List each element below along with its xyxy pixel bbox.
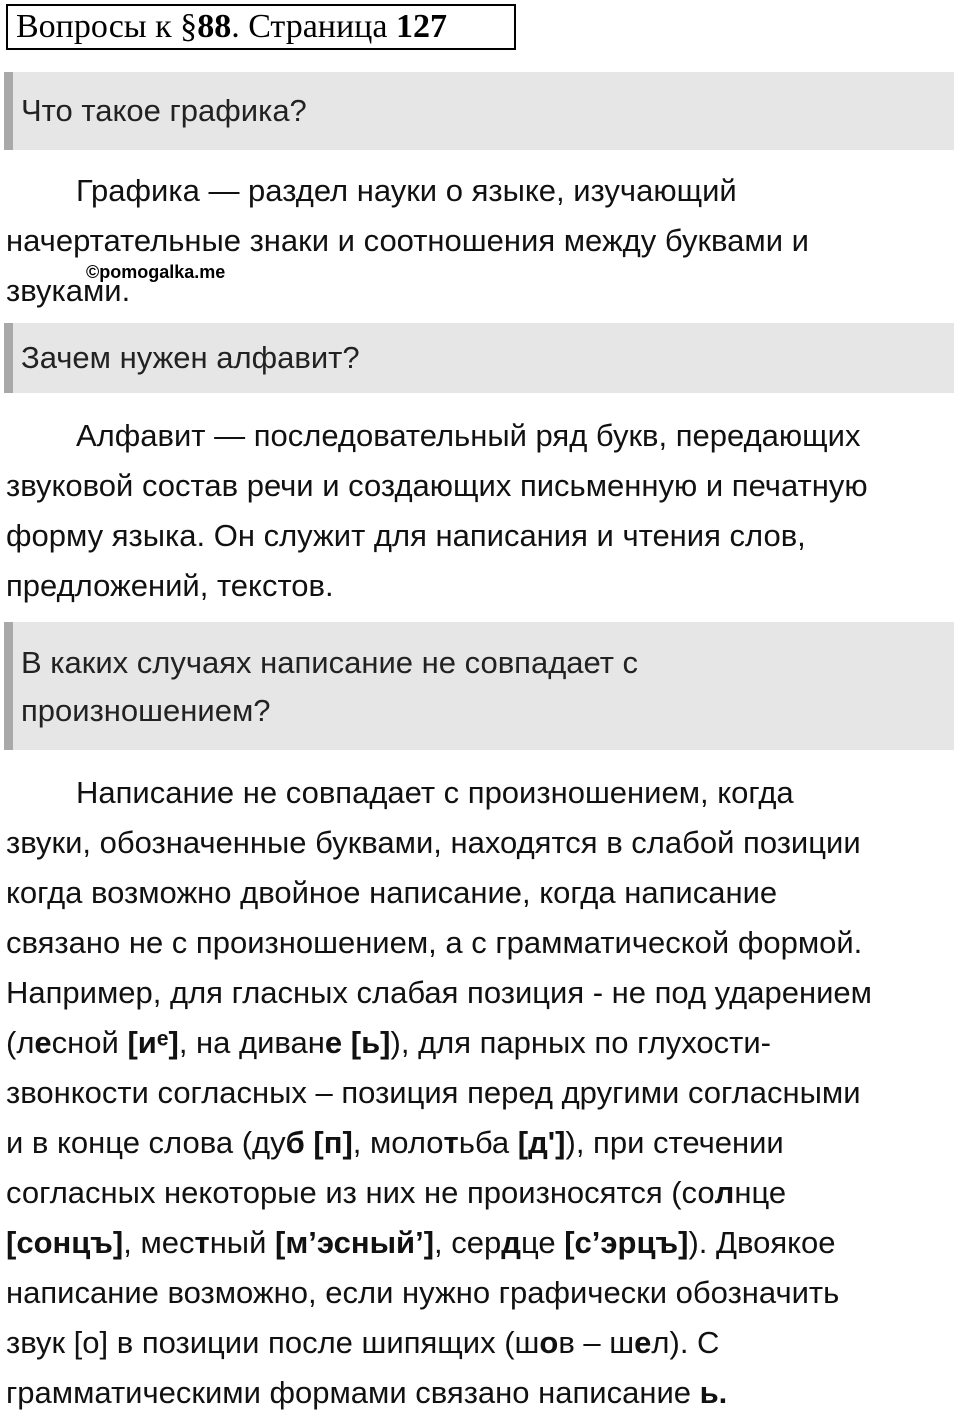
text-fragment: ьба (458, 1125, 518, 1160)
text-fragment: ). Двоякое (688, 1225, 836, 1260)
text-fragment: , сер (434, 1225, 502, 1260)
bold-fragment: е (634, 1325, 652, 1360)
answer-1-line: звуками. (6, 273, 131, 308)
answer-3-line (6, 1118, 954, 1168)
bold-fragment: [ь] (350, 1025, 391, 1060)
text-fragment: л). С (651, 1325, 720, 1360)
answer-1 (6, 166, 954, 316)
bold-fragment: [д'] (517, 1125, 566, 1160)
text-fragment: , на диван (178, 1025, 325, 1060)
bold-fragment: т (194, 1225, 210, 1260)
question-1 (4, 72, 954, 150)
answer-2-line: Алфавит — последовательный ряд букв, передающих (76, 418, 861, 453)
text-fragment: и в конце слова (ду (6, 1125, 286, 1160)
question-3-text: В каких случаях написание не совпадает с (21, 645, 639, 680)
text-fragment: це (520, 1225, 565, 1260)
answer-3-line: когда возможно двойное написание, когда написание (6, 875, 778, 910)
bold-fragment: [п] (313, 1125, 353, 1160)
bold-fragment: о (539, 1325, 559, 1360)
answer-1-line: Графика — раздел науки о языке, изучающий (76, 173, 737, 208)
text-fragment: написание возможно, если нужно графически обозначить (6, 1275, 840, 1310)
answer-3-rich-lines (6, 1018, 954, 1418)
header-separator: . Страница (231, 8, 396, 45)
bold-fragment: д (501, 1225, 521, 1260)
question-1-text: Что такое графика? (21, 93, 307, 128)
bold-fragment: е (324, 1025, 343, 1060)
page-number: 127 (395, 8, 447, 45)
text-fragment: согласных некоторые из них не произносятся (со (6, 1175, 715, 1210)
bold-fragment: [иᵉ] (127, 1025, 179, 1060)
answer-2-line: звуковой состав речи и создающих письменную и печатную (6, 468, 868, 503)
text-fragment: грамматическими формами связано написание (6, 1375, 700, 1410)
question-2-text: Зачем нужен алфавит? (21, 340, 360, 375)
bold-fragment: б (285, 1125, 305, 1160)
bold-fragment: ь. (699, 1375, 728, 1410)
text-fragment (342, 1025, 351, 1060)
text-fragment: звук [о] в позиции после шипящих (ш (6, 1325, 540, 1360)
text-fragment: в – ш (558, 1325, 635, 1360)
answer-3-line: звуки, обозначенные буквами, находятся в слабой позиции (6, 825, 861, 860)
question-3-text: произношением? (21, 693, 271, 728)
answer-3-line (6, 1268, 954, 1318)
header-prefix: Вопросы к § (16, 8, 198, 45)
bold-fragment: л (714, 1175, 735, 1210)
answer-3-line (6, 1218, 954, 1268)
answer-3 (6, 768, 954, 1418)
text-fragment: ный (209, 1225, 276, 1260)
page-header (6, 4, 516, 50)
answer-2-line: предложений, текстов. (6, 568, 334, 603)
answer-3-line (6, 1168, 954, 1218)
answer-3-line (6, 1368, 954, 1418)
text-fragment: нце (734, 1175, 787, 1210)
text-fragment: , мес (123, 1225, 195, 1260)
text-fragment: сной (51, 1025, 128, 1060)
text-fragment: ), для парных по глухости- (390, 1025, 772, 1060)
answer-3-line (6, 1318, 954, 1368)
answer-1-line: начертательные знаки и соотношения между буквами и (6, 223, 809, 258)
text-fragment: ), при стечении (565, 1125, 784, 1160)
bold-fragment: [сонцъ] (6, 1225, 124, 1260)
text-fragment: (л (6, 1025, 35, 1060)
watermark: ©pomogalka.me (86, 262, 226, 282)
answer-3-line (6, 1068, 954, 1118)
answer-2 (6, 411, 954, 611)
answer-3-line (6, 1018, 954, 1068)
paragraph-number: 88 (197, 8, 232, 45)
bold-fragment: [м’эсный’] (275, 1225, 435, 1260)
answer-3-line: Например, для гласных слабая позиция - не под ударением (6, 975, 872, 1010)
bold-fragment: т (443, 1125, 459, 1160)
text-fragment: звонкости согласных – позиция перед другими согласными (6, 1075, 861, 1110)
answer-3-line: Написание не совпадает с произношением, когда (76, 775, 794, 810)
answer-3-line: связано не с произношением, а с грамматической формой. (6, 925, 863, 960)
question-3 (4, 622, 954, 750)
text-fragment: , моло (352, 1125, 444, 1160)
question-2 (4, 323, 954, 393)
answer-2-line: форму языка. Он служит для написания и чтения слов, (6, 518, 806, 553)
bold-fragment: е (34, 1025, 52, 1060)
bold-fragment: [с’эрцъ] (564, 1225, 689, 1260)
